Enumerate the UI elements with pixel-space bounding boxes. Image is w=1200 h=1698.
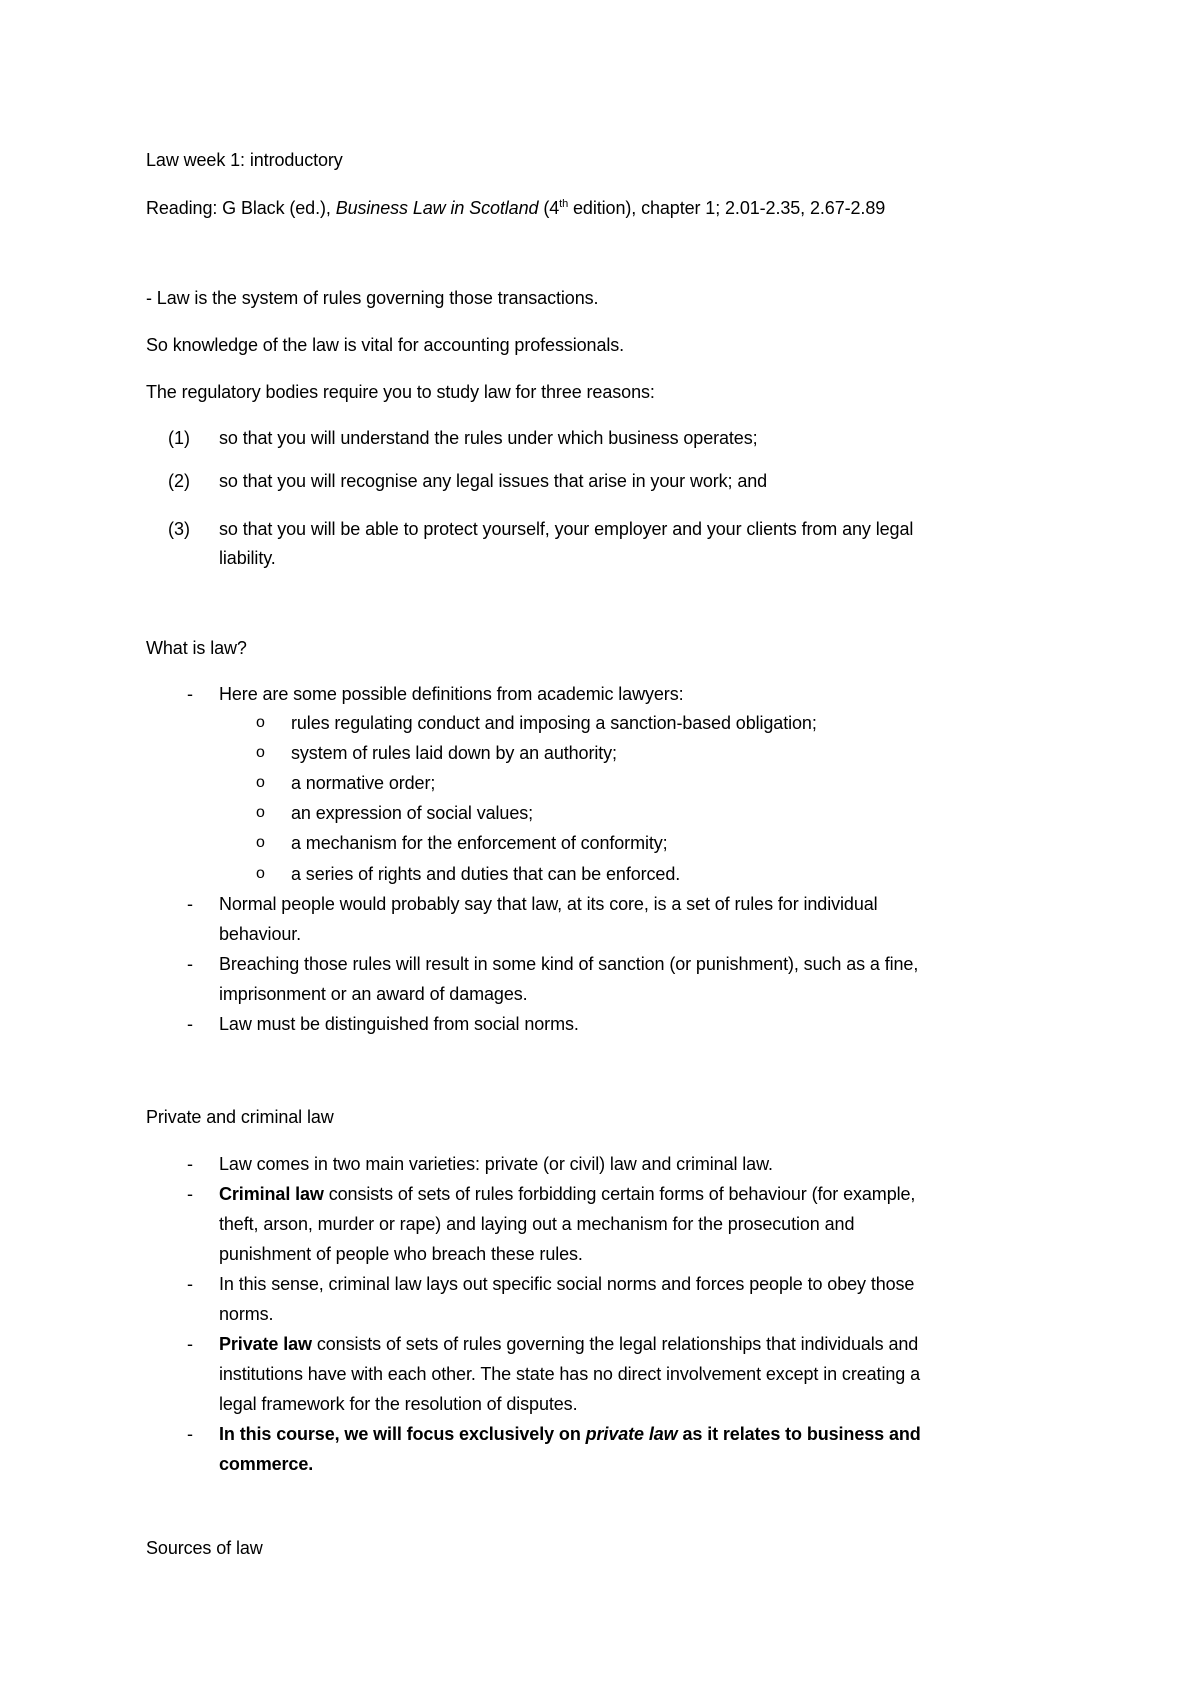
private-law-point-cont-1: institutions have with each other. The state has no direct involvement except in creating a [219, 1364, 920, 1384]
law-point-1-cont: behaviour. [219, 924, 302, 944]
law-point-2-cont: imprisonment or an award of damages. [219, 984, 528, 1004]
reason-number-2: (2) [168, 471, 190, 491]
circle-bullet: o [256, 804, 265, 821]
private-law-point-cont-2: legal framework for the resolution of disputes. [219, 1394, 578, 1414]
reason-number-3: (3) [168, 519, 190, 539]
course-focus-point-cont: commerce. [219, 1454, 314, 1474]
course-focus-italic: private law [585, 1424, 678, 1444]
bullet-dash: - [187, 1014, 193, 1034]
law-point-1: Normal people would probably say that law, at its core, is a set of rules for individual [219, 894, 878, 914]
reason-text-3-cont: liability. [219, 548, 276, 568]
reason-text-3: so that you will be able to protect yourself, your employer and your clients from any legal [219, 519, 914, 539]
criminal-law-point [219, 1182, 915, 1206]
reading-edition-open: (4 [538, 198, 560, 218]
bullet-dash: - [187, 1184, 193, 1204]
private-law-point [219, 1332, 918, 1356]
criminal-law-term: Criminal law [219, 1184, 324, 1204]
circle-bullet: o [256, 714, 265, 731]
criminal-law-point-cont-2: punishment of people who breach these rules. [219, 1244, 583, 1264]
criminal-law-text: consists of sets of rules forbidding certain forms of behaviour (for example, [323, 1184, 916, 1204]
reading-line [146, 196, 885, 220]
circle-bullet: o [256, 774, 265, 791]
bullet-dash: - [187, 1274, 193, 1294]
bullet-dash: - [187, 1154, 193, 1174]
reason-text-1: so that you will understand the rules under which business operates; [219, 428, 758, 448]
section-heading-sources: Sources of law [146, 1538, 263, 1558]
bullet-dash: - [187, 954, 193, 974]
course-focus-point [219, 1422, 921, 1446]
intro-paragraph-1: So knowledge of the law is vital for accounting professionals. [146, 335, 625, 355]
reading-prefix: Reading: G Black (ed.), [146, 198, 336, 218]
document-title: Law week 1: introductory [146, 150, 343, 170]
course-focus-text-b: as it relates to business and [677, 1424, 921, 1444]
criminal-law-point-cont-1: theft, arson, murder or rape) and laying out a mechanism for the prosecution and [219, 1214, 855, 1234]
circle-bullet: o [256, 744, 265, 761]
circle-bullet: o [256, 834, 265, 851]
bullet-dash: - [187, 684, 193, 704]
social-norms-point-cont: norms. [219, 1304, 274, 1324]
reading-edition-sup: th [559, 198, 569, 210]
definition-item: rules regulating conduct and imposing a sanction-based obligation; [291, 713, 817, 733]
social-norms-point: In this sense, criminal law lays out specific social norms and forces people to obey those [219, 1274, 915, 1294]
definition-item: an expression of social values; [291, 803, 534, 823]
definition-item: a normative order; [291, 773, 436, 793]
private-law-term: Private law [219, 1334, 312, 1354]
reason-number-1: (1) [168, 428, 190, 448]
reading-edition-close: edition), chapter 1; 2.01-2.35, 2.67-2.89 [568, 198, 886, 218]
reading-book-title: Business Law in Scotland [335, 198, 539, 218]
intro-dash-line: - Law is the system of rules governing those transactions. [146, 288, 599, 308]
law-point-2: Breaching those rules will result in some kind of sanction (or punishment), such as a fine, [219, 954, 919, 974]
definition-item: a series of rights and duties that can be enforced. [291, 864, 681, 884]
definition-item: a mechanism for the enforcement of conformity; [291, 833, 668, 853]
private-law-text: consists of sets of rules governing the legal relationships that individuals and [311, 1334, 919, 1354]
section-heading-private-criminal: Private and criminal law [146, 1107, 334, 1127]
reason-text-2: so that you will recognise any legal issues that arise in your work; and [219, 471, 768, 491]
bullet-dash: - [187, 1424, 193, 1444]
definitions-lead: Here are some possible definitions from academic lawyers: [219, 684, 684, 704]
law-point-3: Law must be distinguished from social norms. [219, 1014, 579, 1034]
circle-bullet: o [256, 865, 265, 882]
bullet-dash: - [187, 894, 193, 914]
definition-item: system of rules laid down by an authority; [291, 743, 617, 763]
bullet-dash: - [187, 1334, 193, 1354]
varieties-point: Law comes in two main varieties: private (or civil) law and criminal law. [219, 1154, 773, 1174]
course-focus-text-a: In this course, we will focus exclusively on [219, 1424, 586, 1444]
section-heading-what-is-law: What is law? [146, 638, 247, 658]
intro-paragraph-2: The regulatory bodies require you to study law for three reasons: [146, 382, 655, 402]
